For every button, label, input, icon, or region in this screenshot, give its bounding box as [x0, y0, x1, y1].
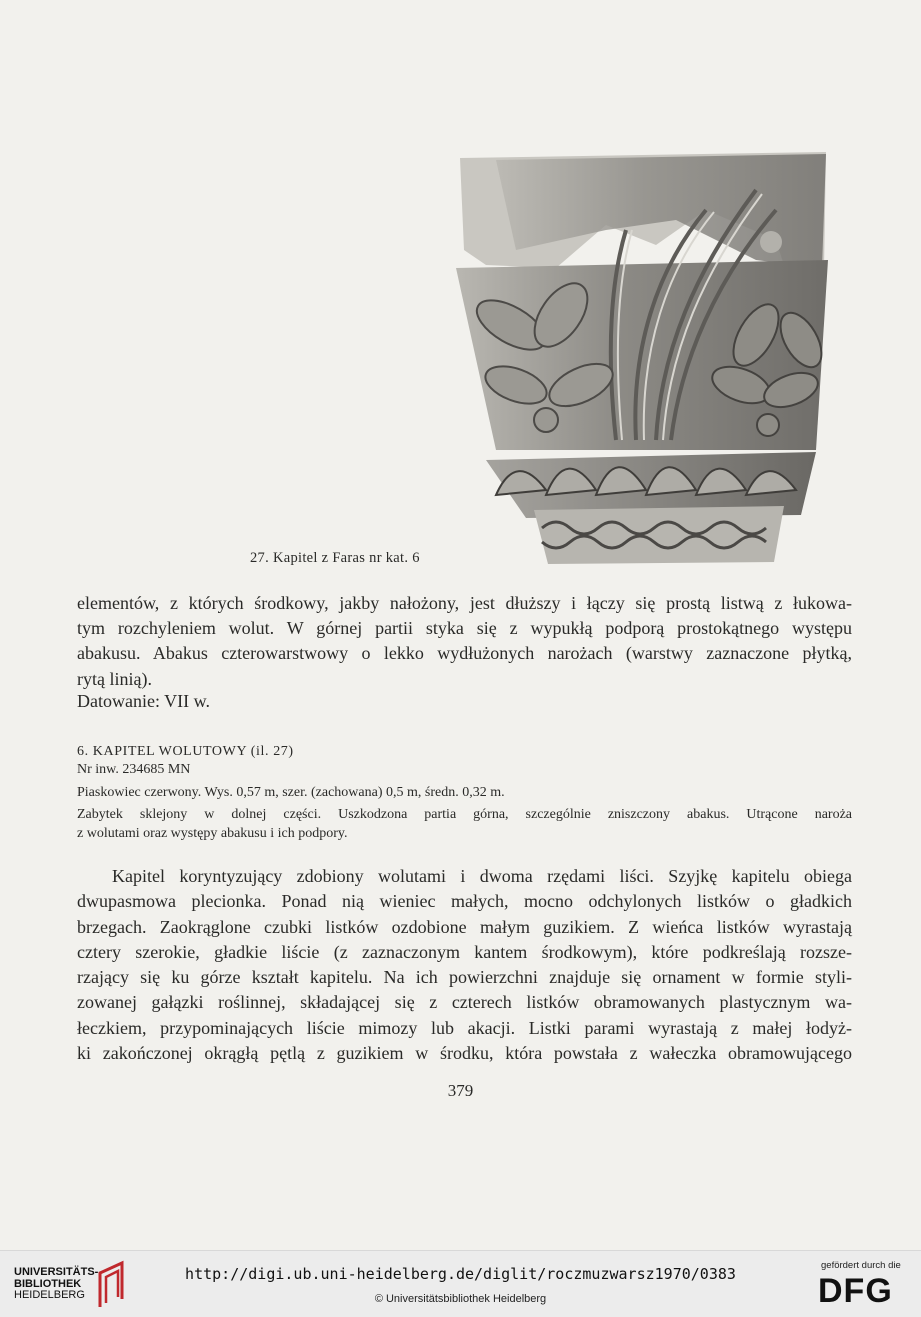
paragraph-line: tym rozchyleniem wolut. W górnej partii styka się z wypukłą podporą prostokątnego występu — [77, 618, 852, 639]
condition-line: Zabytek sklejony w dolnej części. Uszkodzona partia górna, szczególnie zniszczony abakus. Utrącone naroża — [77, 807, 852, 823]
entry-title: 6. KAPITEL WOLUTOWY (il. 27) — [77, 744, 294, 759]
paragraph-line: rzający się ku górze kształt kapitelu. Na ich powierzchni znajduje się ornament w formie styli- — [77, 967, 852, 988]
paragraph-line: łeczkiem, przypominających liście mimozy lub akacji. Listki parami wyrastają z małej łodyż- — [77, 1017, 852, 1038]
inventory-number: Nr inw. 234685 MN — [77, 762, 191, 778]
description-paragraph — [77, 864, 852, 1066]
catalogue-entry — [77, 743, 852, 843]
paragraph-continuation — [77, 591, 852, 692]
page-number: 379 — [447, 1081, 474, 1100]
copyright-notice: © Universitätsbibliothek Heidelberg — [374, 1293, 547, 1305]
condition-line: z wolutami oraz występy abakusu i ich podpory. — [77, 825, 348, 841]
permalink-url[interactable]: http://digi.ub.uni-heidelberg.de/diglit/roczmuzwarsz1970/0383 — [185, 1265, 736, 1283]
paragraph-line: zowanej gałązki roślinnej, składającej się z czterech listków obramowanych plastycznym wa- — [77, 992, 852, 1013]
dfg-logo[interactable]: DFG — [818, 1272, 893, 1310]
paragraph-line: Kapitel koryntyzujący zdobiony wolutami i dwoma rzędami liści. Szyjkę kapitelu obiega — [112, 866, 852, 886]
capital-photograph — [456, 150, 834, 568]
library-line: HEIDELBERG — [14, 1289, 85, 1301]
figure-caption: 27. Kapitel z Faras nr kat. 6 — [250, 550, 420, 566]
dating-line: Datowanie: VII w. — [77, 691, 210, 711]
paragraph-line: cztery szerokie, gładkie liście (z zaznaczonym kantem środkowym), które podkreślają rozsze- — [77, 941, 852, 962]
library-line: BIBLIOTHEK — [14, 1277, 82, 1290]
funding-label: gefördert durch die — [821, 1260, 901, 1271]
paragraph-line: ki zakończonej okrągłą pętlą z guzikiem w środku, która powstała z wałeczka obramowującego — [77, 1043, 852, 1064]
paragraph-line: dwupasmowa plecionka. Ponad nią wieniec małych, mocno odchylonych listków o gładkich — [77, 891, 852, 912]
paragraph-line: brzegach. Zaokrąglone czubki listków ozdobione małym guzikiem. Z wieńca listków wyrastają — [77, 916, 852, 937]
footer-bar — [0, 1250, 921, 1317]
paragraph-line: abakusu. Abakus czterowarstwowy o lekko wydłużonych narożach (warstwy zaznaczone płytką, — [77, 643, 852, 664]
capital-illustration — [456, 150, 834, 568]
paragraph-line: rytą linią). — [77, 668, 152, 689]
material-dimensions: Piaskowiec czerwony. Wys. 0,57 m, szer. (zachowana) 0,5 m, średn. 0,32 m. — [77, 784, 505, 800]
paragraph-line: elementów, z których środkowy, jakby nałożony, jest dłuższy i łączy się prostą listwą z łukowa- — [77, 593, 852, 613]
library-line: UNIVERSITÄTS- — [14, 1266, 99, 1278]
